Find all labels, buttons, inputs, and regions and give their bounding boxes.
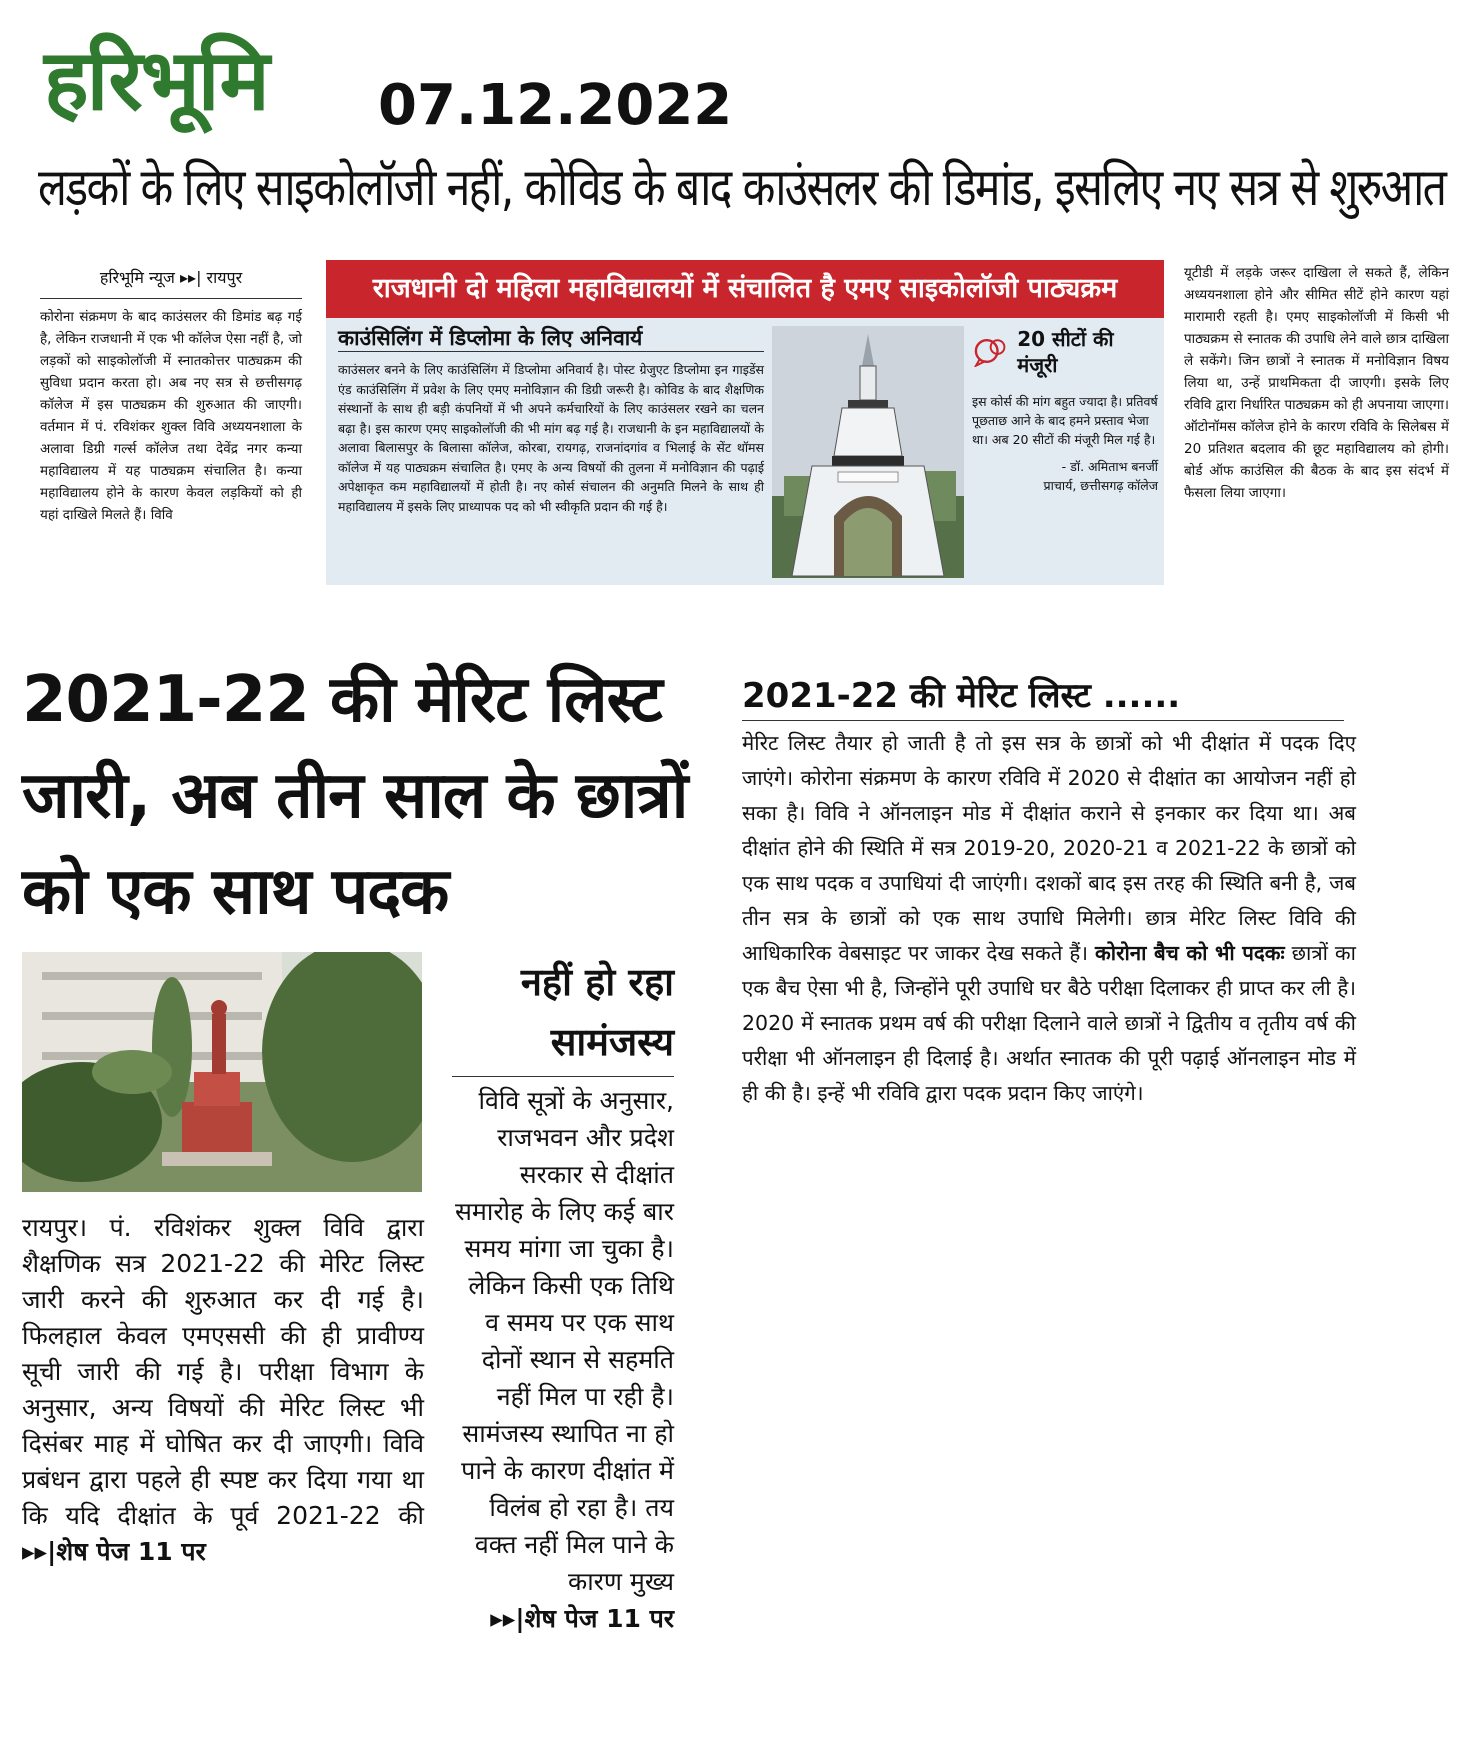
- story1-byline: हरिभूमि न्यूज ▸▸| रायपुर: [99, 268, 243, 287]
- side-quote-heading: [972, 326, 1158, 378]
- story2-middle-text: विवि सूत्रों के अनुसार, राजभवन और प्रदेश सरकार से दीक्षांत समारोह के लिए कई बार समय मांगा जा चुका है। लेकिन किसी एक तिथि व समय पर एक साथ दोनों स्थान से सहमति नहीं मिल पा रही है। सामंजस्य स्थापित ना हो पाने के कारण दीक्षांत में विलंब हो रहा है। तय वक्त नहीं मिल पाने के कारण मुख्य: [455, 1086, 674, 1596]
- quote-author: - डॉ. अमिताभ बनर्जी: [1061, 459, 1158, 474]
- story1-column-left: कोरोना संक्रमण के बाद काउंसलर की डिमांड बढ़ गई है, लेकिन राजधानी में एक भी कॉलेज ऐसा नहीं है, जो लड़कों को साइकोलॉजी में स्नातकोत्तर पाठ्यक्रम की सुविधा प्रदान करता हो। अब नए सत्र से छत्तीसगढ़ कॉलेज में इस पाठ्यक्रम की शुरुआत की जाएगी। वर्तमान में पं. रविशंकर शुक्ल विवि अध्ययनशाला के अलावा डिग्री गर्ल्स कॉलेज तथा देवेंद्र नगर कन्या महाविद्यालय में यह पाठ्यक्रम संचालित है। कन्या महाविद्यालय होने के कारण केवल लड़कियों को ही यहां दाखिले मिलते हैं। विवि: [40, 309, 302, 523]
- continuation-text-2: छात्रों का एक बैच ऐसा भी है, जिन्होंने पूरी उपाधि घर बैठे परीक्षा दिलाकर ही प्राप्त कर ली है। 2020 में स्नातक प्रथम वर्ष की परीक्षा दिलाने वाले छात्रों ने द्वितीय व तृतीय वर्ष की परीक्षा भी ऑनलाइन ही दिलाई है। अर्थात स्नातक की पूरी पढ़ाई ऑनलाइन मोड में ही की है। इन्हें भी रविवि द्वारा पदक प्रदान किए जाएंगे।: [742, 941, 1356, 1105]
- edition-date: 07.12.2022: [378, 73, 733, 138]
- side-quote-text: इस कोर्स की मांग बहुत ज्यादा है। प्रतिवर्ष पूछताछ आने के बाद हमने प्रस्ताव भेजा था। अब 20 सीटों की मंजूरी मिल गई है।: [972, 394, 1158, 447]
- continuation-body: [742, 726, 1356, 1111]
- story2-lead-text: रायपुर। पं. रविशंकर शुक्ल विवि द्वारा शैक्षणिक सत्र 2021-22 की मेरिट लिस्ट जारी करने की शुरुआत कर दी गई है। फिलहाल केवल एमएससी की ही प्रावीण्य सूची जारी की गई है। परीक्षा विभाग के अनुसार, अन्य विषयों की मेरिट लिस्ट भी दिसंबर माह में घोषित कर दी जाएगी। विवि प्रबंधन द्वारा पहले ही स्पष्ट कर दिया गया था कि यदि दीक्षांत के पूर्व 2021-22 की: [22, 1213, 424, 1530]
- quote-author-role: प्राचार्य, छत्तीसगढ़ कॉलेज: [1043, 478, 1158, 493]
- byline-rule: [40, 298, 302, 299]
- story2-middle-continued: ▸▸|शेष पेज 11 पर: [490, 1604, 674, 1633]
- infobox-heading: काउंसिलिंग में डिप्लोमा के लिए अनिवार्य: [338, 326, 764, 352]
- masthead-logo: हरिभूमि: [44, 30, 268, 129]
- speech-bubble-icon: [972, 337, 1011, 367]
- statue-photo: [22, 952, 422, 1192]
- story1-banner: राजधानी दो महिला महाविद्यालयों में संचालित है एमए साइकोलॉजी पाठ्यक्रम: [326, 260, 1164, 318]
- story1-headline: लड़कों के लिए साइकोलॉजी नहीं, कोविड के बाद काउंसलर की डिमांड, इसलिए नए सत्र से शुरुआत: [38, 158, 1446, 218]
- story2-lead: [22, 1210, 424, 1570]
- infobox-body: काउंसलर बनने के लिए काउंसिलिंग में डिप्लोमा अनिवार्य है। पोस्ट ग्रेजुएट डिप्लोमा इन गाइडेंस एंड काउंसिलिंग में प्रवेश के लिए एमए मनोविज्ञान की डिग्री जरूरी है। कोविड के बाद शैक्षणिक संस्थानों के साथ ही बड़ी कंपनियों में भी अपने कर्मचारियों के लिए काउंसलर रखने का चलन बढ़ा है। इस कारण एमए साइकोलॉजी की भी मांग बढ़ गई है। राजधानी के इन महाविद्यालयों के अलावा बिलासपुर के बिलासा कॉलेज, कोरबा, रायगढ़, राजनांदगांव व भिलाई के सेंट थॉमस कॉलेज में यह पाठ्यक्रम संचालित है। एमए के अन्य विषयों की तुलना में मनोविज्ञान की पढ़ाई अपेक्षाकृत कम महाविद्यालयों में होती है। नए कोर्स संचालन की अनुमति मिलने के साथ ही महाविद्यालय में इसके लिए प्राध्यापक पद को भी स्वीकृति प्रदान की गई है।: [338, 362, 764, 514]
- side-quote-title: 20 सीटों की मंजूरी: [1017, 327, 1114, 377]
- continuation-text-1: मेरिट लिस्ट तैयार हो जाती है तो इस सत्र के छात्रों को भी दीक्षांत में पदक दिए जाएंगे। कोरोना संक्रमण के कारण रविवि में 2020 से दीक्षांत का आयोजन नहीं हो सका है। विवि ने ऑनलाइन मोड में दीक्षांत कराने से इनकार कर दिया था। अब दीक्षांत होने की स्थिति में सत्र 2019-20, 2020-21 व 2021-22 के छात्रों को एक साथ पदक व उपाधियां दी जाएंगी। दशकों बाद इस तरह की स्थिति बनी है, जब तीन सत्र के छात्रों को एक साथ उपाधि मिलेगी। छात्र मेरिट लिस्ट विवि की आधिकारिक वेबसाइट पर जाकर देख सकते हैं।: [742, 731, 1356, 965]
- story2-subheading: नहीं हो रहा सामंजस्य: [452, 952, 674, 1077]
- story2-headline: 2021-22 की मेरिट लिस्ट जारी, अब तीन साल के छात्रों को एक साथ पदक: [22, 663, 688, 929]
- continuation-subhead: कोरोना बैच को भी पदकः: [1095, 941, 1285, 965]
- story1-column-right: यूटीडी में लड़के जरूर दाखिला ले सकते हैं, लेकिन अध्ययनशाला होने और सीमित सीटें होने कारण यहां मारामारी रहती है। एमए साइकोलॉजी में किसी भी पाठ्यक्रम से स्नातक की उपाधि लेने वाले छात्र दाखिला ले सकेंगे। जिन छात्रों ने स्नातक में मनोविज्ञान विषय लिया था, उन्हें प्राथमिकता दी जाएगी। इसके लिए रविवि द्वारा निर्धारित पाठ्यक्रम को ही अपनाया जाएगा। ऑटोनॉमस कॉलेज होने के कारण रविवि के सिलेबस में 20 प्रतिशत बदलाव की छूट महाविद्यालय को होगी। बोर्ड ऑफ काउंसिल की बैठक के बाद इस संदर्भ में फैसला लिया जाएगा।: [1184, 265, 1449, 501]
- continuation-heading: 2021-22 की मेरिट लिस्ट ......: [742, 672, 1344, 721]
- side-quote-box: [972, 326, 1158, 495]
- side-quote-credit: [972, 457, 1158, 495]
- college-gate-photo: [772, 326, 964, 578]
- story2-lead-continued: ▸▸|शेष पेज 11 पर: [22, 1537, 206, 1566]
- story2-middle-column: [452, 1082, 674, 1637]
